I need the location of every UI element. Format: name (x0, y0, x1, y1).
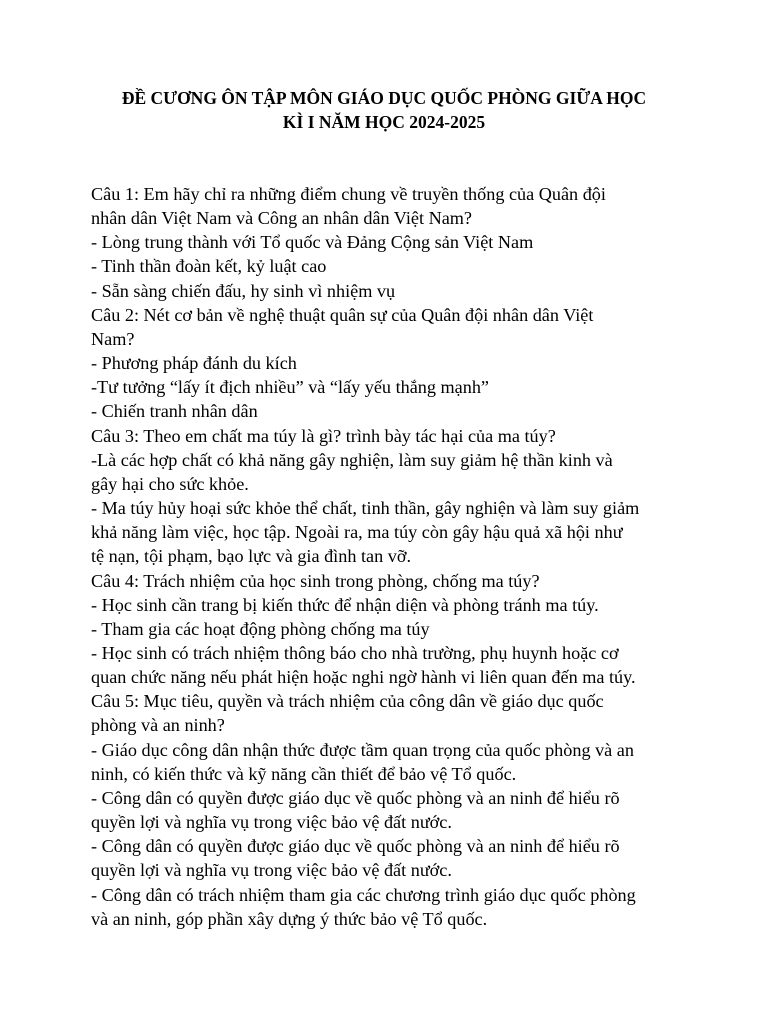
answer-line: -Là các hợp chất có khả năng gây nghiện, làm suy giảm hệ thần kinh và (91, 449, 613, 470)
answer-line: - Tham gia các hoạt động phòng chống ma túy (91, 618, 430, 639)
answer-line: - Sẵn sàng chiến đấu, hy sinh vì nhiệm vụ (91, 280, 396, 301)
title-line: KÌ I NĂM HỌC 2024-2025 (282, 112, 486, 132)
answer-line: - Học sinh cần trang bị kiến thức để nhận diện và phòng tránh ma túy. (91, 594, 599, 615)
answer-line: - Lòng trung thành với Tổ quốc và Đảng Cộng sản Việt Nam (91, 232, 534, 253)
answer-line: quyền lợi và nghĩa vụ trong việc bảo vệ đất nước. (91, 812, 452, 833)
answer-line: - Học sinh có trách nhiệm thông báo cho nhà trường, phụ huynh hoặc cơ (91, 642, 619, 663)
answer-line: - Công dân có quyền được giáo dục về quốc phòng và an ninh để hiểu rõ (91, 787, 620, 808)
title-line: ĐỀ CƯƠNG ÔN TẬP MÔN GIÁO DỤC QUỐC PHÒNG GIỮA HỌC (121, 88, 647, 108)
answer-line: - Công dân có quyền được giáo dục về quốc phòng và an ninh để hiểu rõ (91, 836, 620, 857)
question-1-line: nhân dân Việt Nam và Công an nhân dân Việt Nam? (91, 208, 473, 229)
answer-line: - Chiến tranh nhân dân (91, 401, 258, 422)
answer-line: ninh, có kiến thức và kỹ năng cần thiết để bảo vệ Tổ quốc. (91, 763, 517, 784)
answer-line: quyền lợi và nghĩa vụ trong việc bảo vệ đất nước. (91, 860, 452, 881)
answer-line: tệ nạn, tội phạm, bạo lực và gia đình tan vỡ. (91, 546, 411, 567)
answer-line: gây hại cho sức khỏe. (91, 473, 249, 494)
question-4-line: Câu 4: Trách nhiệm của học sinh trong phòng, chống ma túy? (91, 570, 540, 591)
document-body (91, 182, 731, 931)
question-2-line: Nam? (91, 328, 135, 349)
answer-line: -Tư tưởng “lấy ít địch nhiều” và “lấy yếu thắng mạnh” (91, 377, 490, 398)
answer-line: - Phương pháp đánh du kích (91, 353, 297, 374)
answer-line: - Giáo dục công dân nhận thức được tầm quan trọng của quốc phòng và an (91, 739, 634, 760)
answer-line: và an ninh, góp phần xây dựng ý thức bảo vệ Tổ quốc. (91, 908, 488, 929)
question-3-line: Câu 3: Theo em chất ma túy là gì? trình bày tác hại của ma túy? (91, 425, 556, 446)
answer-line: - Công dân có trách nhiệm tham gia các chương trình giáo dục quốc phòng (91, 884, 636, 905)
answer-line: khả năng làm việc, học tập. Ngoài ra, ma túy còn gây hậu quả xã hội như (91, 522, 623, 543)
answer-line: - Ma túy hủy hoại sức khỏe thể chất, tinh thần, gây nghiện và làm suy giảm (91, 498, 640, 519)
question-5-line: phòng và an ninh? (91, 715, 225, 736)
question-5-line: Câu 5: Mục tiêu, quyền và trách nhiệm của công dân về giáo dục quốc (91, 691, 604, 712)
question-2-line: Câu 2: Nét cơ bản về nghệ thuật quân sự của Quân đội nhân dân Việt (91, 304, 594, 325)
answer-line: quan chức năng nếu phát hiện hoặc nghi ngờ hành vi liên quan đến ma túy. (91, 667, 636, 688)
question-1-line: Câu 1: Em hãy chỉ ra những điểm chung về truyền thống của Quân đội (91, 184, 606, 204)
document-title (60, 86, 708, 134)
answer-line: - Tinh thần đoàn kết, kỷ luật cao (91, 256, 327, 277)
